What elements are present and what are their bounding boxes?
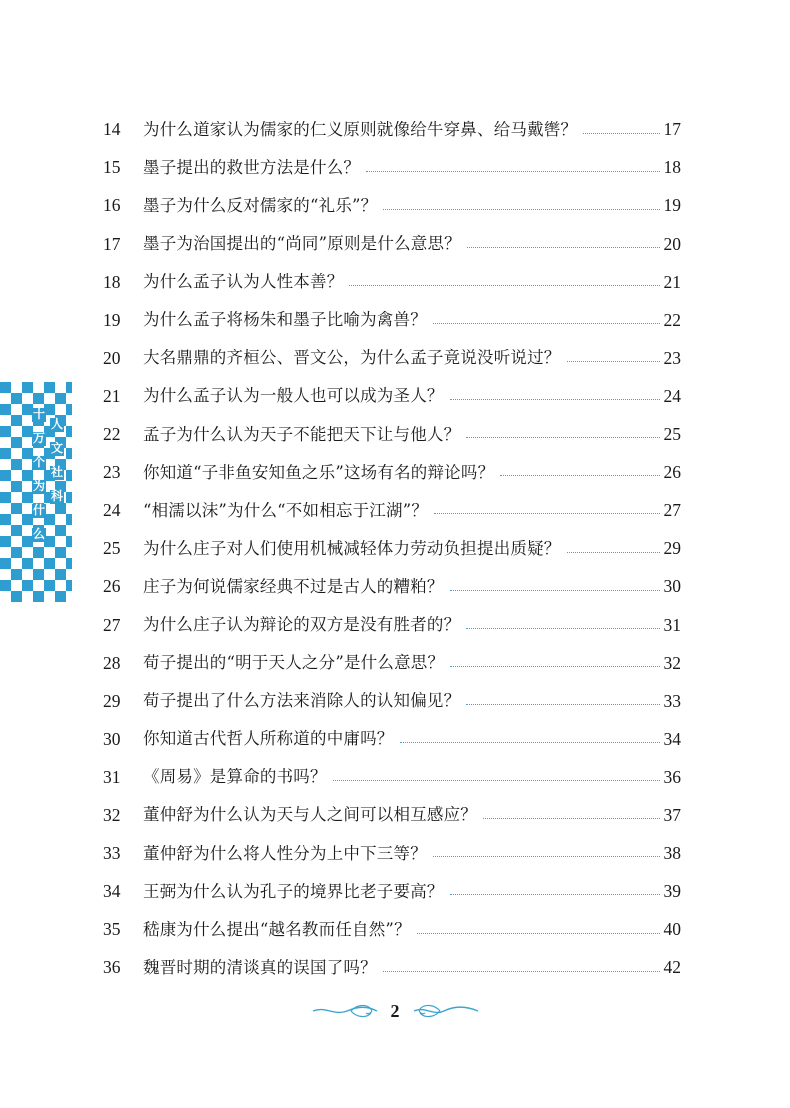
- dot-leader: [417, 933, 660, 934]
- dot-leader: [467, 247, 660, 248]
- entry-title: 庄子为何说儒家经典不过是古人的糟粕？: [143, 576, 444, 596]
- entry-title: 墨子提出的救世方法是什么？: [143, 157, 361, 177]
- dot-leader: [433, 856, 660, 857]
- entry-title: 你知道古代哲人所称道的中庸吗？: [143, 729, 394, 749]
- toc-entry[interactable]: [103, 340, 681, 378]
- toc-entry[interactable]: [103, 149, 681, 187]
- entry-title: 荀子提出的“明于天人之分”是什么意思？: [143, 653, 445, 673]
- entry-number: 35: [103, 919, 121, 940]
- entry-number: 20: [103, 347, 121, 368]
- entry-page: 29: [663, 538, 681, 559]
- dot-leader: [366, 171, 659, 172]
- dot-leader: [333, 780, 660, 781]
- entry-number: 17: [103, 233, 121, 254]
- entry-number: 14: [103, 119, 121, 140]
- entry-title: 墨子为治国提出的“尚同”原则是什么意思？: [143, 234, 461, 254]
- dot-leader: [383, 971, 660, 972]
- entry-number: 31: [103, 766, 121, 787]
- entry-number: 21: [103, 385, 121, 406]
- page-footer: [0, 996, 790, 1026]
- toc-entry[interactable]: [103, 644, 681, 682]
- entry-page: 21: [663, 271, 681, 292]
- side-tab-char: 社: [50, 465, 63, 479]
- dot-leader: [383, 209, 659, 210]
- table-of-contents: [103, 111, 681, 987]
- entry-page: 19: [663, 195, 681, 216]
- entry-title: 孟子为什么认为天子不能把天下让与他人？: [143, 424, 461, 444]
- entry-page: 38: [663, 843, 681, 864]
- toc-entry[interactable]: [103, 378, 681, 416]
- entry-title: 为什么孟子将杨朱和墨子比喻为禽兽？: [143, 310, 427, 330]
- dot-leader: [433, 323, 660, 324]
- dot-leader: [466, 628, 659, 629]
- toc-entry[interactable]: [103, 759, 681, 797]
- entry-number: 24: [103, 500, 121, 521]
- entry-page: 31: [663, 614, 681, 635]
- dot-leader: [483, 818, 660, 819]
- entry-page: 39: [663, 881, 681, 902]
- dot-leader: [583, 133, 659, 134]
- toc-entry[interactable]: [103, 263, 681, 301]
- entry-number: 33: [103, 843, 121, 864]
- entry-page: 26: [663, 462, 681, 483]
- dot-leader: [466, 704, 659, 705]
- entry-page: 37: [663, 804, 681, 825]
- toc-entry[interactable]: [103, 416, 681, 454]
- entry-page: 42: [663, 957, 681, 978]
- toc-entry[interactable]: [103, 682, 681, 720]
- side-tab: [0, 382, 72, 602]
- side-tab-char: 文: [50, 441, 63, 455]
- entry-title: 为什么庄子认为辩论的双方是没有胜者的？: [143, 615, 461, 635]
- entry-title: “相濡以沫”为什么“不如相忘于江湖”？: [143, 500, 429, 520]
- toc-entry[interactable]: [103, 797, 681, 835]
- left-ornament-icon: [311, 1002, 381, 1020]
- entry-page: 22: [663, 309, 681, 330]
- dot-leader: [349, 285, 659, 286]
- entry-page: 33: [663, 690, 681, 711]
- entry-title: 为什么道家认为儒家的仁义原则就像给牛穿鼻、给马戴辔？: [143, 119, 578, 139]
- toc-entry[interactable]: [103, 606, 681, 644]
- entry-number: 36: [103, 957, 121, 978]
- side-tab-char: 为: [32, 479, 45, 493]
- entry-number: 19: [103, 309, 121, 330]
- entry-title: 你知道“子非鱼安知鱼之乐”这场有名的辩论吗？: [143, 462, 495, 482]
- dot-leader: [466, 437, 659, 438]
- entry-number: 15: [103, 157, 121, 178]
- right-ornament-icon: [410, 1002, 480, 1020]
- side-tab-char: 十: [32, 407, 45, 421]
- entry-title: 《周易》是算命的书吗？: [143, 767, 327, 787]
- side-tab-char: 什: [32, 503, 45, 517]
- entry-page: 18: [663, 157, 681, 178]
- side-tab-column-a: [32, 408, 46, 552]
- entry-page: 27: [663, 500, 681, 521]
- toc-entry[interactable]: [103, 568, 681, 606]
- entry-page: 23: [663, 347, 681, 368]
- side-tab-char: 万: [32, 431, 45, 445]
- toc-entry[interactable]: [103, 911, 681, 949]
- dot-leader: [434, 513, 659, 514]
- entry-title: 嵇康为什么提出“越名教而任自然”？: [143, 919, 411, 939]
- toc-entry[interactable]: [103, 530, 681, 568]
- toc-entry[interactable]: [103, 492, 681, 530]
- entry-number: 18: [103, 271, 121, 292]
- dot-leader: [450, 666, 659, 667]
- side-tab-column-b: [50, 418, 64, 514]
- entry-title: 墨子为什么反对儒家的“礼乐”？: [143, 195, 378, 215]
- toc-entry[interactable]: [103, 111, 681, 149]
- toc-entry[interactable]: [103, 721, 681, 759]
- dot-leader: [567, 552, 660, 553]
- entry-number: 26: [103, 576, 121, 597]
- toc-entry[interactable]: [103, 454, 681, 492]
- entry-number: 16: [103, 195, 121, 216]
- toc-entry[interactable]: [103, 873, 681, 911]
- entry-number: 32: [103, 804, 121, 825]
- entry-number: 22: [103, 424, 121, 445]
- entry-page: 25: [663, 424, 681, 445]
- entry-title: 董仲舒为什么认为天与人之间可以相互感应？: [143, 805, 477, 825]
- entry-number: 30: [103, 728, 121, 749]
- dot-leader: [500, 475, 659, 476]
- toc-entry[interactable]: [103, 301, 681, 339]
- entry-number: 28: [103, 652, 121, 673]
- entry-title: 为什么孟子认为人性本善？: [143, 272, 344, 292]
- entry-title: 王弼为什么认为孔子的境界比老子要高？: [143, 881, 444, 901]
- dot-leader: [450, 399, 660, 400]
- entry-number: 29: [103, 690, 121, 711]
- entry-page: 40: [663, 919, 681, 940]
- side-tab-char: 人: [50, 417, 63, 431]
- entry-page: 32: [663, 652, 681, 673]
- entry-title: 为什么庄子对人们使用机械减轻体力劳动负担提出质疑？: [143, 538, 561, 558]
- entry-number: 27: [103, 614, 121, 635]
- entry-page: 17: [663, 119, 681, 140]
- toc-entry[interactable]: [103, 949, 681, 987]
- toc-entry[interactable]: [103, 225, 681, 263]
- side-tab-char: 么: [32, 527, 45, 541]
- entry-title: 董仲舒为什么将人性分为上中下三等？: [143, 843, 427, 863]
- toc-entry[interactable]: [103, 187, 681, 225]
- entry-title: 魏晋时期的清谈真的误国了吗？: [143, 957, 377, 977]
- entry-page: 34: [663, 728, 681, 749]
- dot-leader: [450, 590, 660, 591]
- side-tab-char: 个: [32, 455, 45, 469]
- entry-title: 荀子提出了什么方法来消除人的认知偏见？: [143, 691, 461, 711]
- entry-title: 大名鼎鼎的齐桓公、晋文公，为什么孟子竟说没听说过？: [143, 348, 561, 368]
- toc-entry[interactable]: [103, 835, 681, 873]
- entry-page: 30: [663, 576, 681, 597]
- entry-page: 36: [663, 766, 681, 787]
- entry-number: 23: [103, 462, 121, 483]
- entry-title: 为什么孟子认为一般人也可以成为圣人？: [143, 386, 444, 406]
- dot-leader: [400, 742, 660, 743]
- entry-page: 20: [663, 233, 681, 254]
- dot-leader: [567, 361, 660, 362]
- dot-leader: [450, 894, 660, 895]
- entry-number: 25: [103, 538, 121, 559]
- side-tab-char: 科: [50, 489, 63, 503]
- entry-page: 24: [663, 385, 681, 406]
- entry-number: 34: [103, 881, 121, 902]
- page-number: 2: [390, 1000, 400, 1021]
